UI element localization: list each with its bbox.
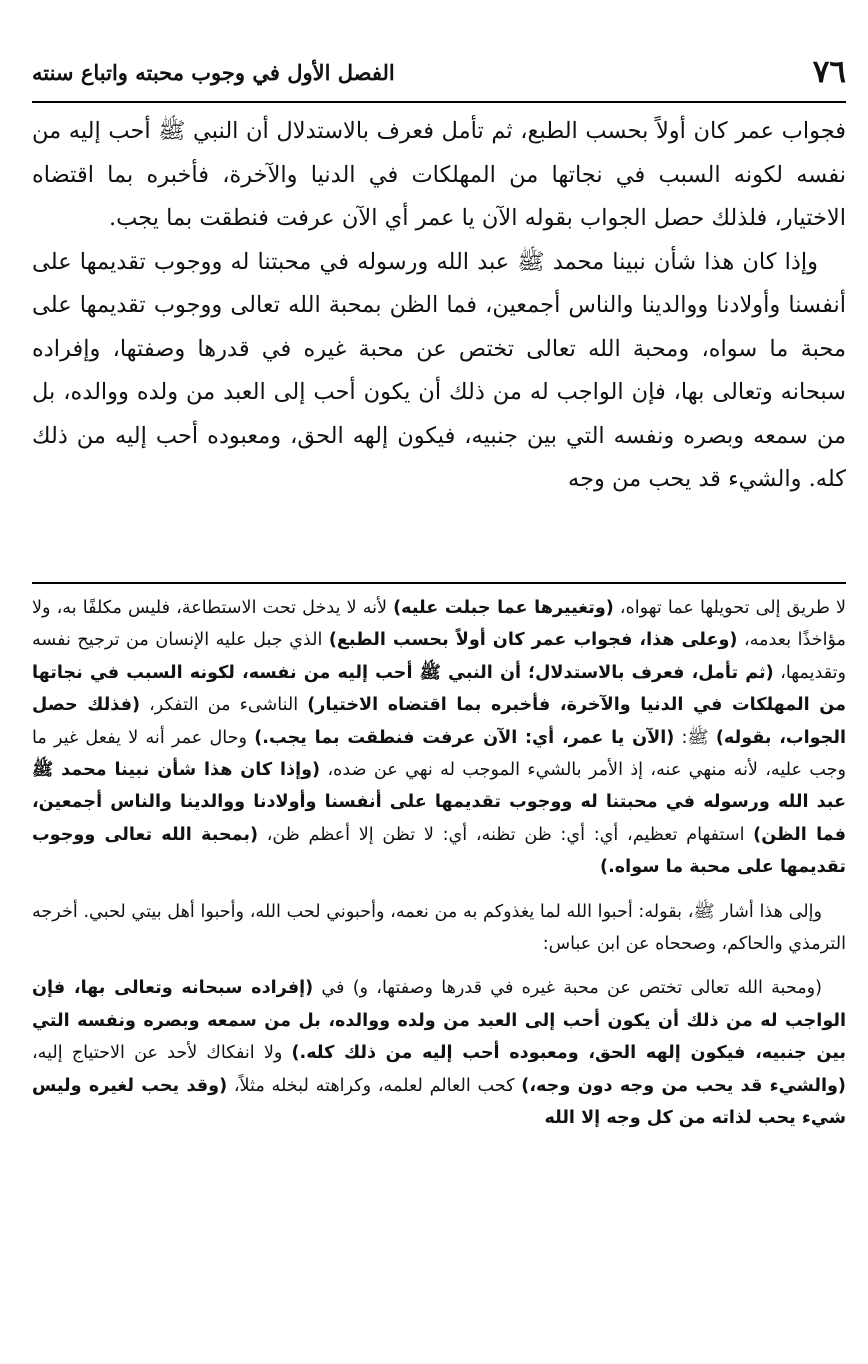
footnote-segment: (وعلى هذا، فجواب عمر كان أولاً بحسب الطبع) xyxy=(328,630,738,651)
footnote-segment: (والشيء قد يحب من وجه دون وجه،) xyxy=(521,1075,846,1096)
footnote-segment: (إفراده سبحانه وتعالى بها، فإن الواجب له من ذلك أن يكون أحب إلى العبد من ولده ووالده، بل من سمعه وبصره ونفسه التي بين جنبيه، فيكون إلهه الحق، ومعبوده أحب إليه من ذلك كله.) xyxy=(32,978,846,1064)
footnote-segment: استفهام تعظيم، أي: أي: ظن تظنه، أي: لا تظن إلا أعظم ظن، xyxy=(258,824,754,845)
footnote-segment: الناشىء من التفكر، xyxy=(140,695,308,716)
footnote-segment: (الآن يا عمر، أي: الآن عرفت فنطقت بما يجب.) xyxy=(254,727,675,748)
footnote-segment: الذي جبل عليه الإنسان من ترجيح نفسه وتقديمها، xyxy=(32,630,846,683)
main-paragraph-2: وإذا كان هذا شأن نبينا محمد ﷺ عبد الله ورسوله في محبتنا له ووجوب تقديمها على أنفسنا وأولادنا ووالدينا والناس أجمعين، فما الظن بمحبة الله تعالى ووجوب تقديمها على محبة ما سواه، ومحبة الله تعالى تختص عن محبة غيره في قدرها وصفتها، وإفراده سبحانه وتعالى بها، فإن الواجب له من ذلك أن يكون أحب إلى العبد من ولده ووالده، بل من سمعه وبصره ونفسه التي بين جنبيه، فيكون إلهه الحق، ومعبوده أحب إليه من ذلك كله. والشيء قد يحب من وجه xyxy=(32,248,846,492)
footnote-segment: (بمحبة الله تعالى ووجوب تقديمها على محبة ما سواه.) xyxy=(32,824,846,878)
footnote-segment: (فذلك حصل الجواب، بقوله) xyxy=(32,695,846,748)
footnotes xyxy=(32,592,846,1135)
footnote-spacer xyxy=(32,960,846,972)
footnote-3 xyxy=(32,972,846,1134)
footnote-segment: ﷺ: xyxy=(674,727,716,748)
footnote-segment: لأنه لا يدخل تحت الاستطاعة، فليس مكلفًا به، ولا مؤاخذًا بعدمه، xyxy=(32,598,846,651)
footnote-spacer xyxy=(32,884,846,896)
footnote-segment: في xyxy=(313,978,353,999)
main-paragraph-1: فجواب عمر كان أولاً بحسب الطبع، ثم تأمل فعرف بالاستدلال أن النبي ﷺ أحب إليه من نفسه لكونه السبب في نجاتها من المهلكات في الدنيا والآخرة، فأخبره بما اقتضاه الاختيار، فلذلك حصل الجواب بقوله الآن يا عمر أي الآن عرفت فنطقت بما يجب. xyxy=(32,118,846,231)
footnote-rule xyxy=(32,582,846,584)
footnote-segment: لا طريق إلى تحويلها عما تهواه، xyxy=(613,598,846,618)
main-text xyxy=(32,110,846,502)
footnote-segment: كحب العالم لعلمه، وكراهته لبخله مثلاً، xyxy=(227,1075,522,1096)
footnote-1 xyxy=(32,592,846,884)
running-title: الفصل الأول في وجوب محبته واتباع سنته xyxy=(32,59,395,85)
footnote-segment: (وقد يحب لغيره وليس شيء يحب لذاته من كل وجه إلا الله xyxy=(32,1075,846,1129)
footnote-segment: (ثم تأمل، فعرف بالاستدلال؛ أن النبي ﷺ أحب إليه من نفسه، لكونه السبب في نجاتها من المهلكات في الدنيا والآخرة، فأخبره بما اقتضاه الاختيار) xyxy=(32,662,846,716)
footnote-segment: ولا انفكاك لأحد عن الاحتياج إليه، xyxy=(32,1043,292,1064)
footnote-segment: وحال عمر أنه لا يفعل غير ما وجب عليه، لأنه منهي عنه، إذ الأمر بالشيء الموجب له نهي عن ضده، xyxy=(32,727,847,781)
footnote-segment: (وتغييرها عما جبلت عليه) xyxy=(393,598,614,618)
footnote-segment: (وإذا كان هذا شأن نبينا محمد ﷺ عبد الله ورسوله في محبتنا له ووجوب تقديمها على أنفسنا وأولادنا ووالدينا والناس أجمعين، فما الظن) xyxy=(32,760,846,845)
page-header xyxy=(32,52,846,92)
header-rule xyxy=(32,101,846,103)
footnote-segment: (ومحبة الله تعالى تختص عن محبة غيره في قدرها وصفتها، و) xyxy=(352,978,822,999)
footnote-2: وإلى هذا أشار ﷺ، بقوله: أحبوا الله لما يغذوكم به من نعمه، وأحبوني لحب الله، وأحبوا أهل بيتي لحبي. أخرجه الترمذي والحاكم، وصححاه عن ابن عباس: xyxy=(32,901,846,955)
page-number: ٧٦ xyxy=(812,54,846,90)
